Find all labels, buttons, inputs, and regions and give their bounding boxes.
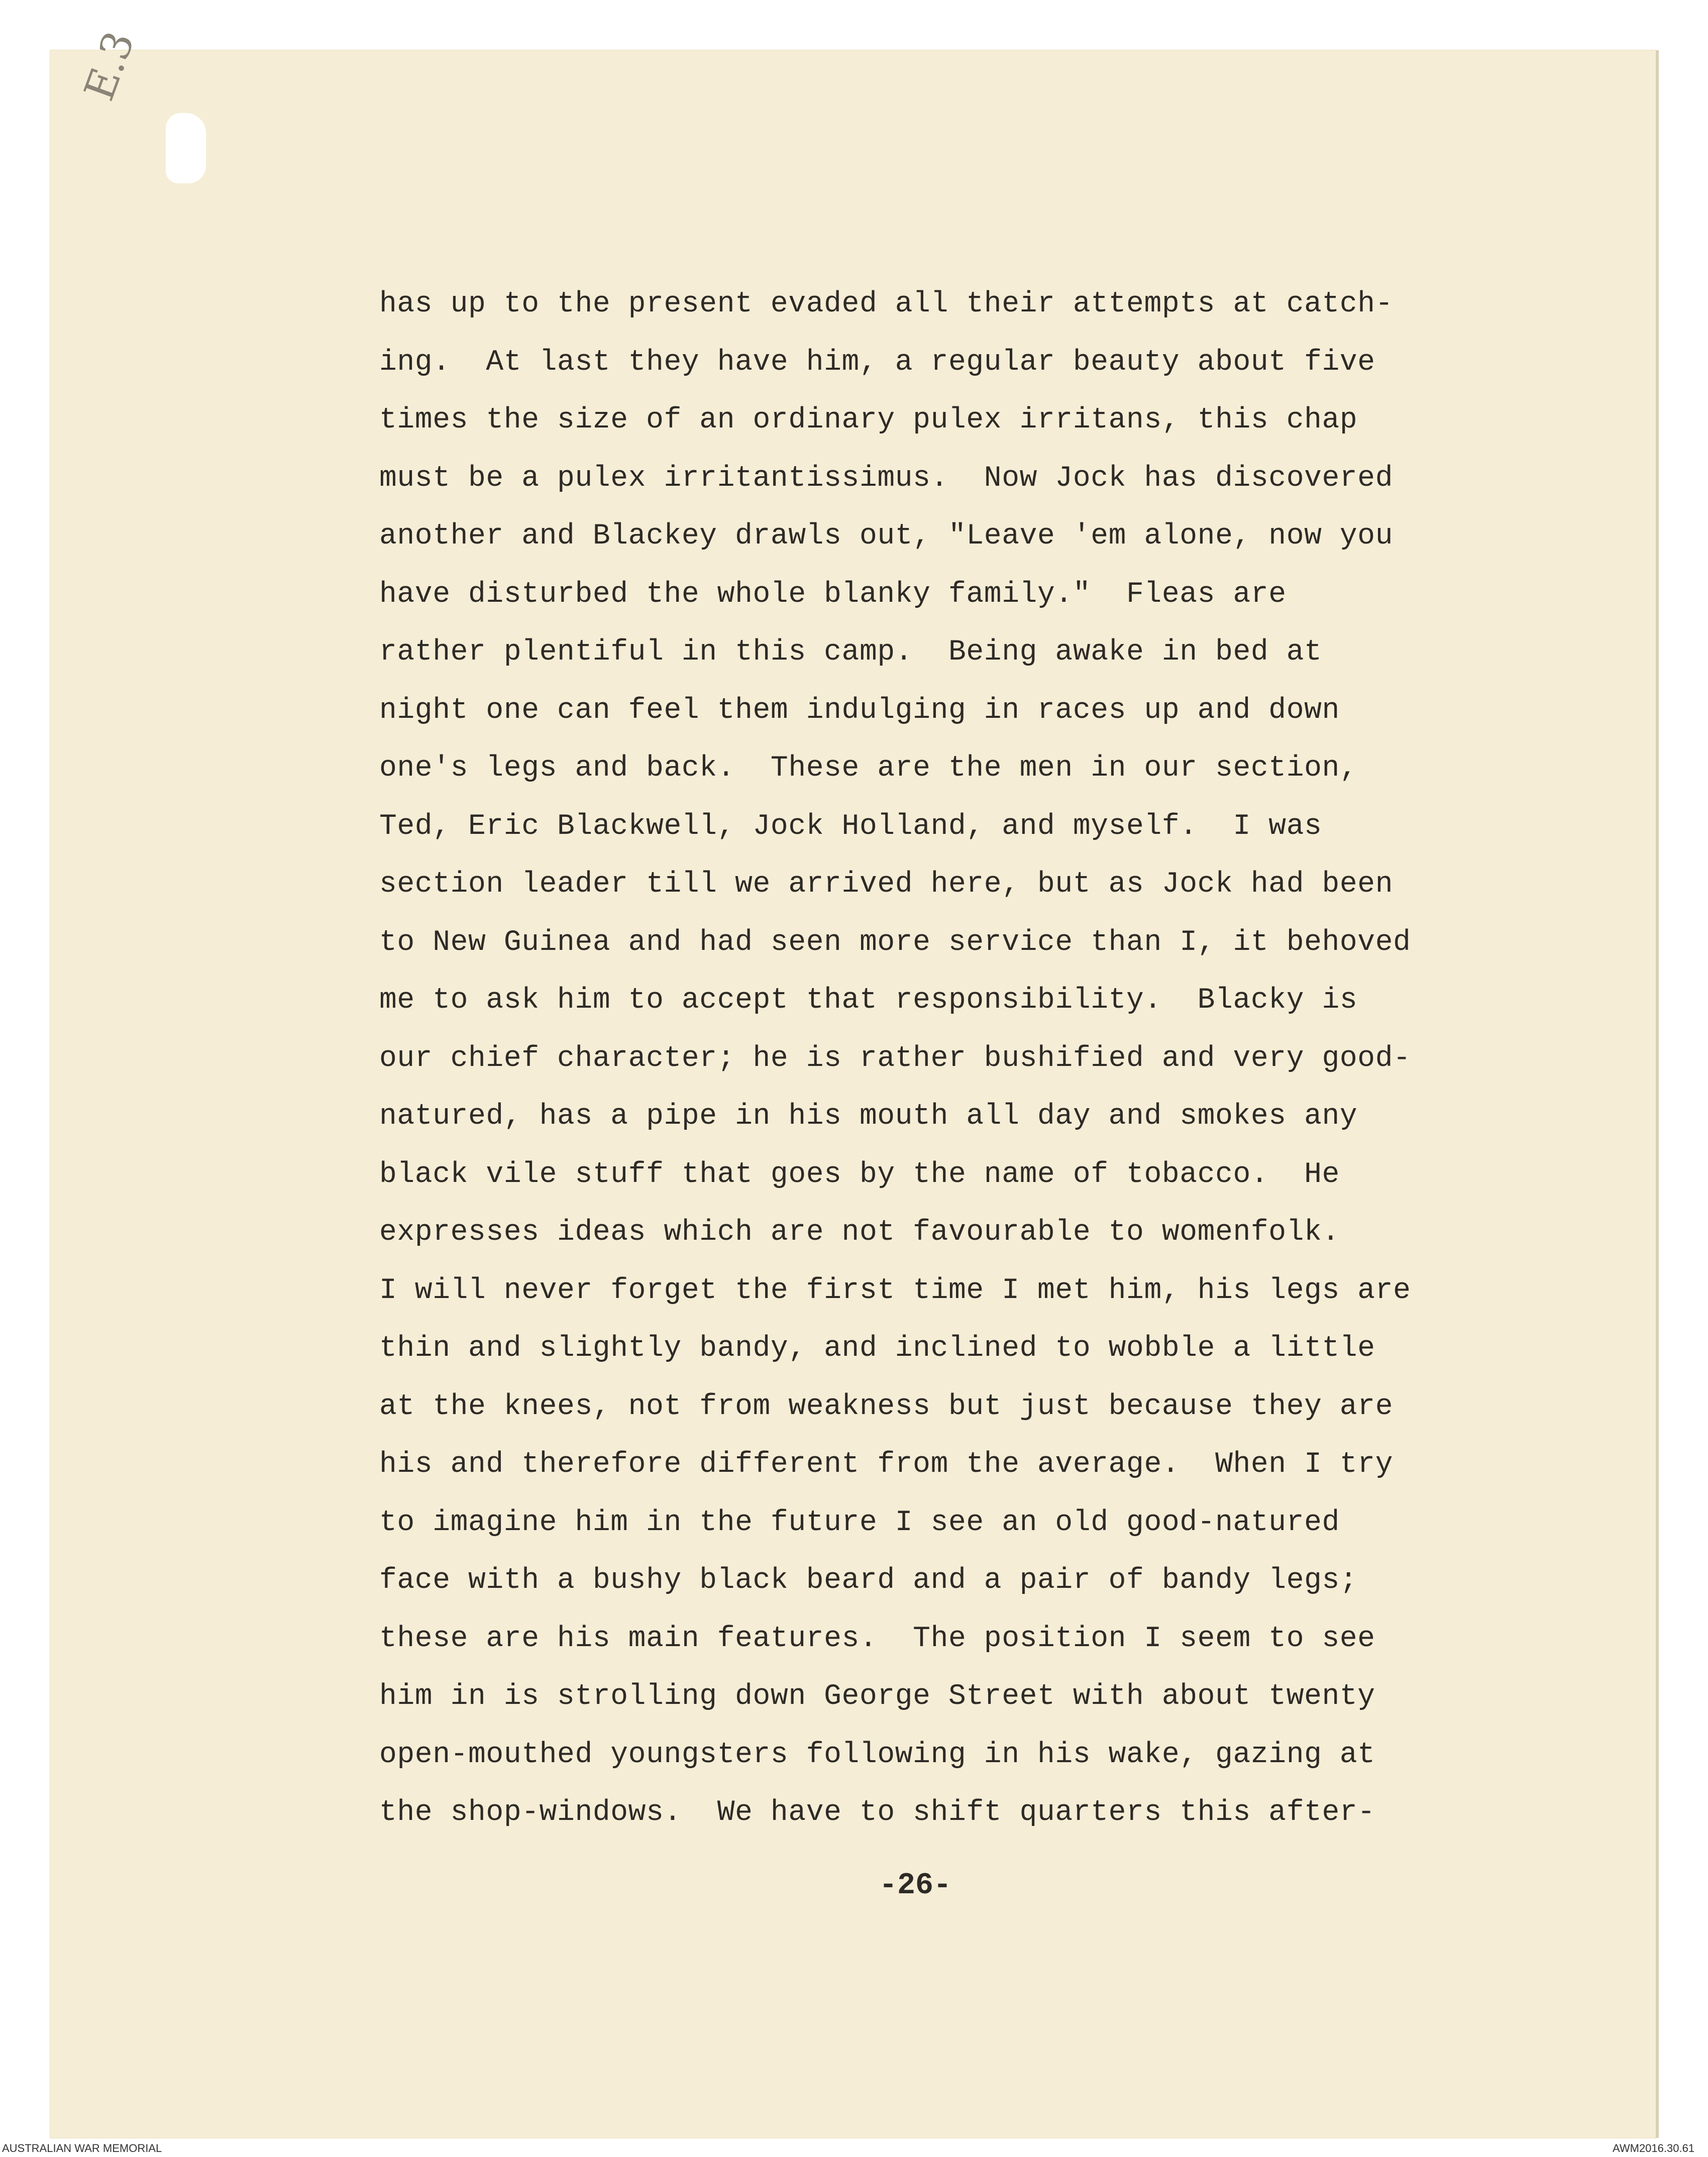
text-line: times the size of an ordinary pulex irritans, this chap <box>379 404 1358 437</box>
text-line: to New Guinea and had seen more service than I, it behoved <box>379 926 1411 959</box>
text-line: I will never forget the first time I met him, his legs are <box>379 1274 1411 1307</box>
text-line: open-mouthed youngsters following in his wake, gazing at <box>379 1738 1375 1771</box>
text-line: natured, has a pipe in his mouth all day and smokes any <box>379 1100 1358 1133</box>
text-line: another and Blackey drawls out, "Leave 'em alone, now you <box>379 520 1394 553</box>
punch-hole <box>166 113 206 183</box>
text-line: Ted, Eric Blackwell, Jock Holland, and myself. I was <box>379 810 1322 843</box>
text-line: have disturbed the whole blanky family." Fleas are <box>379 578 1287 611</box>
page-edge <box>1656 50 1659 2138</box>
text-line: me to ask him to accept that responsibility. Blacky is <box>379 984 1358 1017</box>
text-line: must be a pulex irritantissimus. Now Jock has discovered <box>379 462 1394 495</box>
text-line: thin and slightly bandy, and inclined to wobble a little <box>379 1332 1375 1365</box>
text-line: one's legs and back. These are the men in our section, <box>379 752 1358 785</box>
handwritten-annotation: E.3 <box>75 25 144 107</box>
text-line: these are his main features. The position I seem to see <box>379 1622 1375 1655</box>
text-line: rather plentiful in this camp. Being awake in bed at <box>379 636 1322 669</box>
footer-institution: AUSTRALIAN WAR MEMORIAL <box>2 2142 162 2154</box>
footer-accession-number: AWM2016.30.61 <box>1613 2142 1695 2154</box>
text-line: ing. At last they have him, a regular beauty about five <box>379 346 1375 379</box>
text-line: his and therefore different from the average. When I try <box>379 1448 1394 1481</box>
text-line: night one can feel them indulging in races up and down <box>379 694 1340 727</box>
text-line: section leader till we arrived here, but as Jock had been <box>379 868 1394 901</box>
text-line: has up to the present evaded all their attempts at catch- <box>379 288 1394 320</box>
text-line: him in is strolling down George Street with about twenty <box>379 1680 1375 1713</box>
text-line: expresses ideas which are not favourable to womenfolk. <box>379 1216 1340 1249</box>
text-line: to imagine him in the future I see an old good-natured <box>379 1506 1340 1539</box>
body-text <box>379 275 1595 1842</box>
text-line: face with a bushy black beard and a pair of bandy legs; <box>379 1564 1358 1597</box>
text-line: at the knees, not from weakness but just because they are <box>379 1390 1394 1423</box>
text-line: the shop-windows. We have to shift quarters this after- <box>379 1796 1375 1829</box>
text-line: black vile stuff that goes by the name of tobacco. He <box>379 1158 1340 1191</box>
page-number: -26- <box>879 1869 952 1903</box>
text-line: our chief character; he is rather bushified and very good- <box>379 1042 1411 1075</box>
